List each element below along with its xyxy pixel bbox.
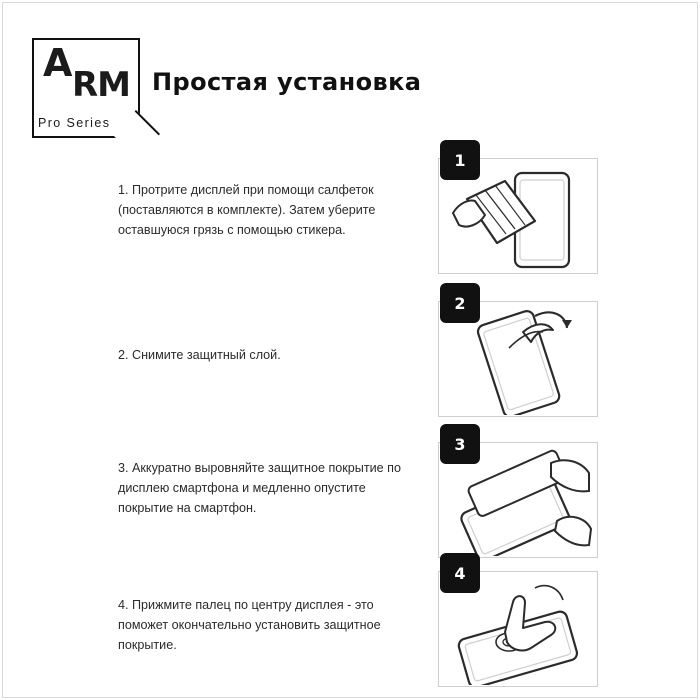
step-1-text: 1. Протрите дисплей при помощи салфеток (поставляются в комплекте). Затем уберите оставшуюся грязь с помощью стикера. xyxy=(118,183,376,237)
page-title: Простая установка xyxy=(152,68,422,96)
step-1-badge: 1 xyxy=(440,140,480,180)
logo-subtitle: Pro Series xyxy=(38,116,111,130)
brand-logo xyxy=(32,38,140,138)
step-4-badge: 4 xyxy=(440,553,480,593)
logo-letters-rm: RM xyxy=(72,65,131,105)
step-2-badge: 2 xyxy=(440,283,480,323)
logo-letter-a: A xyxy=(43,41,72,85)
step-3-text: 3. Аккуратно выровняйте защитное покрытие по дисплею смартфона и медленно опустите покрытие на смартфон. xyxy=(118,461,401,515)
step-4-text: 4. Прижмите палец по центру дисплея - это поможет окончательно установить защитное покрытие. xyxy=(118,598,381,652)
step-2-text: 2. Снимите защитный слой. xyxy=(118,348,281,362)
step-3-badge: 3 xyxy=(440,424,480,464)
